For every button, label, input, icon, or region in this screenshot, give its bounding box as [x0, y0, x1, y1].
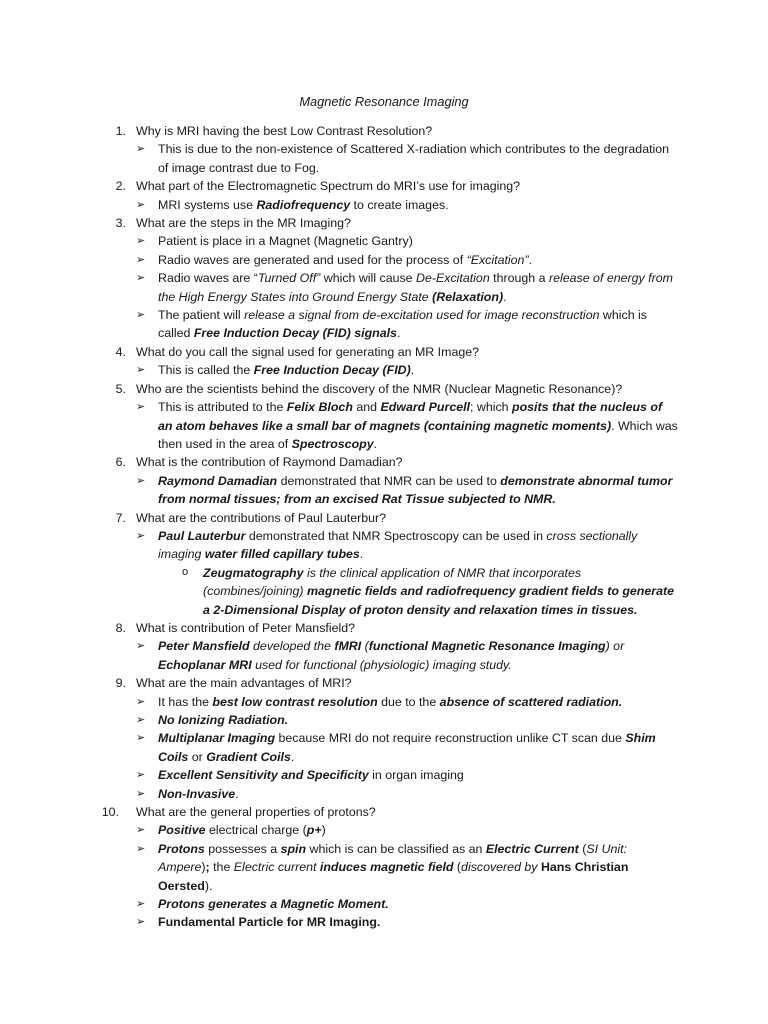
answer-text: [158, 308, 647, 340]
text-run: .: [410, 363, 415, 378]
text-run: Free Induction Decay (FID) signals: [193, 326, 397, 341]
text-run: Multiplanar Imaging: [158, 731, 276, 746]
question-item: [0, 380, 768, 398]
answer-bullet: [0, 232, 678, 250]
arrow-bullet-icon: ➢: [136, 529, 146, 542]
text-run: functional Magnetic Resonance Imaging: [368, 639, 606, 654]
answer-bullet: [0, 398, 678, 453]
arrow-bullet-icon: ➢: [136, 732, 146, 745]
question-text: What is the contribution of Raymond Damadian?: [136, 455, 403, 470]
answer-bullet: [0, 785, 678, 803]
text-run: .: [235, 786, 239, 801]
question-item: [0, 453, 768, 471]
arrow-bullet-icon: ➢: [136, 916, 146, 929]
question-text: What are the general properties of protons?: [136, 805, 376, 820]
answer-bullet: [0, 913, 678, 931]
question-text: What part of the Electromagnetic Spectrum do MRI’s use for imaging?: [136, 179, 521, 194]
question-item: [0, 619, 768, 637]
text-run: demonstrated that NMR Spectroscopy can be used in: [245, 528, 547, 543]
text-run: .: [503, 289, 507, 304]
question-number: 7.: [115, 510, 126, 525]
text-run: No Ionizing Radiation.: [158, 713, 289, 727]
question-text: Who are the scientists behind the discovery of the NMR (Nuclear Magnetic Resonance)?: [136, 381, 623, 396]
answer-text: [158, 787, 239, 801]
question-text: What do you call the signal used for generating an MR Image?: [136, 344, 480, 359]
question-number: 9.: [115, 676, 126, 691]
text-run: Protons: [158, 841, 205, 856]
text-run: to create images.: [350, 197, 449, 212]
answer-text: [158, 529, 637, 561]
text-run: Hans Christian Oersted: [158, 860, 629, 893]
text-run: Non-Invasive: [158, 786, 236, 801]
answer-bullet: [0, 693, 678, 711]
text-run: release a signal from de-excitation used for image reconstruction: [244, 308, 600, 323]
text-run: ) or: [605, 639, 625, 654]
answer-bullet: [0, 527, 678, 564]
answer-text: [158, 823, 326, 837]
answer-bullet: [0, 637, 678, 674]
question-item: [0, 122, 768, 140]
arrow-bullet-icon: ➢: [136, 235, 146, 248]
arrow-bullet-icon: ➢: [136, 474, 146, 487]
arrow-bullet-icon: ➢: [136, 364, 146, 377]
arrow-bullet-icon: ➢: [136, 824, 146, 837]
answer-text: [158, 897, 389, 911]
text-run: Radio waves are generated and used for the process of: [158, 252, 467, 267]
text-run: This is called the: [158, 363, 254, 378]
text-run: demonstrated that NMR can be used to: [277, 473, 501, 488]
text-run: due to the: [377, 694, 440, 709]
text-run: (: [453, 860, 462, 875]
answer-bullet: [0, 840, 678, 895]
arrow-bullet-icon: ➢: [136, 695, 146, 708]
text-run: Edward Purcell: [380, 400, 470, 415]
text-run: fMRI: [334, 639, 362, 654]
text-run: water filled capillary tubes: [204, 547, 360, 562]
question-number: 4.: [115, 344, 126, 359]
sub-bullet-text: [203, 566, 674, 617]
text-run: (containing magnetic moments): [423, 418, 612, 433]
answer-text: [158, 142, 669, 174]
text-run: It has the: [158, 694, 213, 709]
text-run: ; which: [470, 400, 513, 415]
text-run: developed the: [249, 639, 335, 654]
answer-bullet: [0, 251, 678, 269]
question-number: 3.: [115, 216, 126, 231]
text-run: Felix Bloch: [286, 400, 353, 415]
answer-text: [158, 271, 673, 303]
text-run: or: [188, 749, 207, 764]
text-run: MRI systems use: [158, 197, 257, 212]
text-run: absence of scattered radiation.: [439, 694, 623, 709]
text-run: which is called: [158, 308, 647, 341]
text-run: Fundamental Particle for MR Imaging.: [158, 915, 381, 930]
text-run: posits that the nucleus of an atom behaves like a small bar of magnets: [158, 400, 663, 433]
answer-bullet: [0, 361, 678, 379]
text-run: Radio waves are “: [158, 271, 258, 286]
question-number: 2.: [115, 179, 126, 194]
arrow-bullet-icon: ➢: [136, 714, 146, 726]
question-text: What are the contributions of Paul Lauterbur?: [136, 510, 387, 525]
answer-text: [158, 842, 628, 893]
text-run: (: [361, 639, 369, 654]
text-run: because MRI do not require reconstruction unlike CT scan due: [275, 731, 626, 746]
arrow-bullet-icon: ➢: [136, 787, 146, 800]
arrow-bullet-icon: ➢: [136, 769, 146, 782]
circle-bullet-icon: o: [182, 565, 189, 578]
text-run: in organ imaging: [368, 768, 464, 783]
text-run: induces magnetic field: [319, 860, 454, 875]
text-run: (: [578, 841, 587, 856]
text-run: .: [359, 547, 364, 562]
text-run: the: [209, 860, 234, 875]
question-item: [0, 343, 768, 361]
text-run: which will cause: [320, 271, 417, 286]
answer-text: [158, 253, 532, 267]
question-item: [0, 177, 768, 195]
question-list: [0, 122, 768, 932]
question-number: 10.: [101, 805, 119, 820]
text-run: Shim Coils: [158, 731, 656, 764]
arrow-bullet-icon: ➢: [136, 842, 146, 855]
arrow-bullet-icon: ➢: [136, 272, 146, 285]
text-run: Zeugmatography: [203, 565, 304, 580]
answer-text: [158, 768, 464, 782]
text-run: .: [396, 326, 401, 341]
question-text: What is contribution of Peter Mansfield?: [136, 620, 356, 635]
answer-bullet: [0, 269, 678, 306]
question-text: Why is MRI having the best Low Contrast Resolution?: [136, 124, 433, 138]
text-run: ).: [204, 878, 213, 893]
text-run: ;: [205, 860, 210, 875]
text-run: (Relaxation): [432, 289, 504, 304]
arrow-bullet-icon: ➢: [136, 143, 146, 156]
answer-bullet: [0, 821, 678, 839]
arrow-bullet-icon: ➢: [136, 253, 146, 266]
answer-text: [158, 234, 413, 248]
question-text: What are the main advantages of MRI?: [136, 676, 352, 691]
answer-bullet: [0, 711, 678, 729]
text-run: Radiofrequency: [256, 197, 351, 212]
answer-bullet: [0, 472, 678, 509]
answer-text: [158, 731, 656, 763]
text-run: best low contrast resolution: [212, 694, 378, 709]
document-title: Magnetic Resonance Imaging: [299, 94, 469, 109]
text-run: Echoplanar MRI: [158, 657, 252, 672]
text-run: is the clinical application of NMR that incorporates (combines/joining): [203, 565, 582, 599]
text-run: .: [373, 436, 378, 451]
text-run: Electric Current: [485, 841, 579, 856]
text-run: magnetic fields and radiofrequency gradient fields to generate a 2-Dimensional Display of proton density and relaxation times in tissues.: [203, 584, 674, 617]
answer-text: [158, 363, 414, 377]
text-run: used for functional (physiologic) imaging study.: [251, 657, 512, 672]
text-run: Paul Lauterbur: [158, 528, 246, 543]
text-run: Free Induction Decay (FID): [253, 363, 411, 378]
text-run: p+: [306, 823, 322, 838]
question-item: [0, 674, 768, 692]
question-number: 6.: [115, 455, 126, 470]
text-run: Excellent Sensitivity and Specificity: [158, 768, 369, 783]
answer-bullet: [0, 729, 678, 766]
text-run: Peter Mansfield: [158, 639, 250, 654]
question-text: What are the steps in the MR Imaging?: [136, 216, 351, 231]
answer-text: [158, 915, 380, 929]
answer-text: [158, 474, 672, 506]
answer-text: [158, 400, 678, 451]
text-run: De-Excitation: [416, 271, 490, 286]
arrow-bullet-icon: ➢: [136, 898, 146, 911]
text-run: which is can be classified as an: [306, 841, 486, 856]
question-number: 5.: [115, 381, 126, 396]
text-run: Raymond Damadian: [158, 473, 278, 488]
text-run: possesses a: [204, 841, 281, 856]
arrow-bullet-icon: ➢: [136, 309, 146, 322]
answer-text: [158, 198, 449, 212]
text-run: Gradient Coils: [206, 749, 291, 764]
text-run: Protons generates a Magnetic Moment.: [158, 897, 389, 912]
answer-text: [158, 695, 622, 709]
arrow-bullet-icon: ➢: [136, 640, 146, 653]
answer-text: [158, 639, 624, 671]
text-run: release of energy from the High Energy States into Ground Energy State: [158, 271, 673, 304]
text-run: The patient will: [158, 308, 245, 323]
arrow-bullet-icon: ➢: [136, 198, 146, 211]
text-run: Electric current: [233, 860, 317, 875]
answer-bullet: [0, 140, 678, 177]
text-run: Turned Off”: [257, 271, 321, 286]
text-run: discovered by: [461, 860, 541, 875]
answer-bullet: [0, 306, 678, 343]
question-number: 1.: [115, 124, 126, 138]
text-run: Patient is place in a Magnet (Magnetic Gantry): [158, 234, 413, 249]
answer-text: [158, 713, 288, 727]
sub-bullet: [0, 564, 683, 619]
text-run: Positive: [158, 823, 206, 838]
answer-bullet: [0, 766, 678, 784]
question-item: [0, 214, 768, 232]
text-run: .: [290, 749, 295, 764]
text-run: demonstrate abnormal tumor from normal tissues; from an excised Rat Tissue subjected to NMR.: [158, 473, 673, 507]
text-run: spin: [280, 841, 307, 856]
text-run: through a: [489, 271, 549, 286]
text-run: cross sectionally imaging: [158, 528, 638, 562]
text-run: . Which was then used in the area of: [158, 418, 678, 451]
answer-bullet: [0, 895, 678, 913]
text-run: SI Unit: Ampere: [158, 841, 628, 875]
text-run: .: [528, 252, 533, 267]
question-item: [0, 509, 768, 527]
text-run: ): [201, 860, 206, 875]
text-run: Spectroscopy: [291, 436, 374, 451]
question-item: [0, 803, 768, 821]
text-run: electrical charge (: [205, 823, 307, 838]
text-run: This is due to the non-existence of Scattered X-radiation which contributes to the degradation of image contrast due to Fog.: [158, 142, 670, 175]
text-run: “Excitation”: [466, 252, 529, 267]
text-run: and: [352, 400, 381, 415]
question-number: 8.: [115, 620, 126, 635]
text-run: This is attributed to the: [158, 400, 287, 415]
text-run: ): [321, 823, 326, 838]
arrow-bullet-icon: ➢: [136, 401, 146, 414]
answer-bullet: [0, 196, 678, 214]
